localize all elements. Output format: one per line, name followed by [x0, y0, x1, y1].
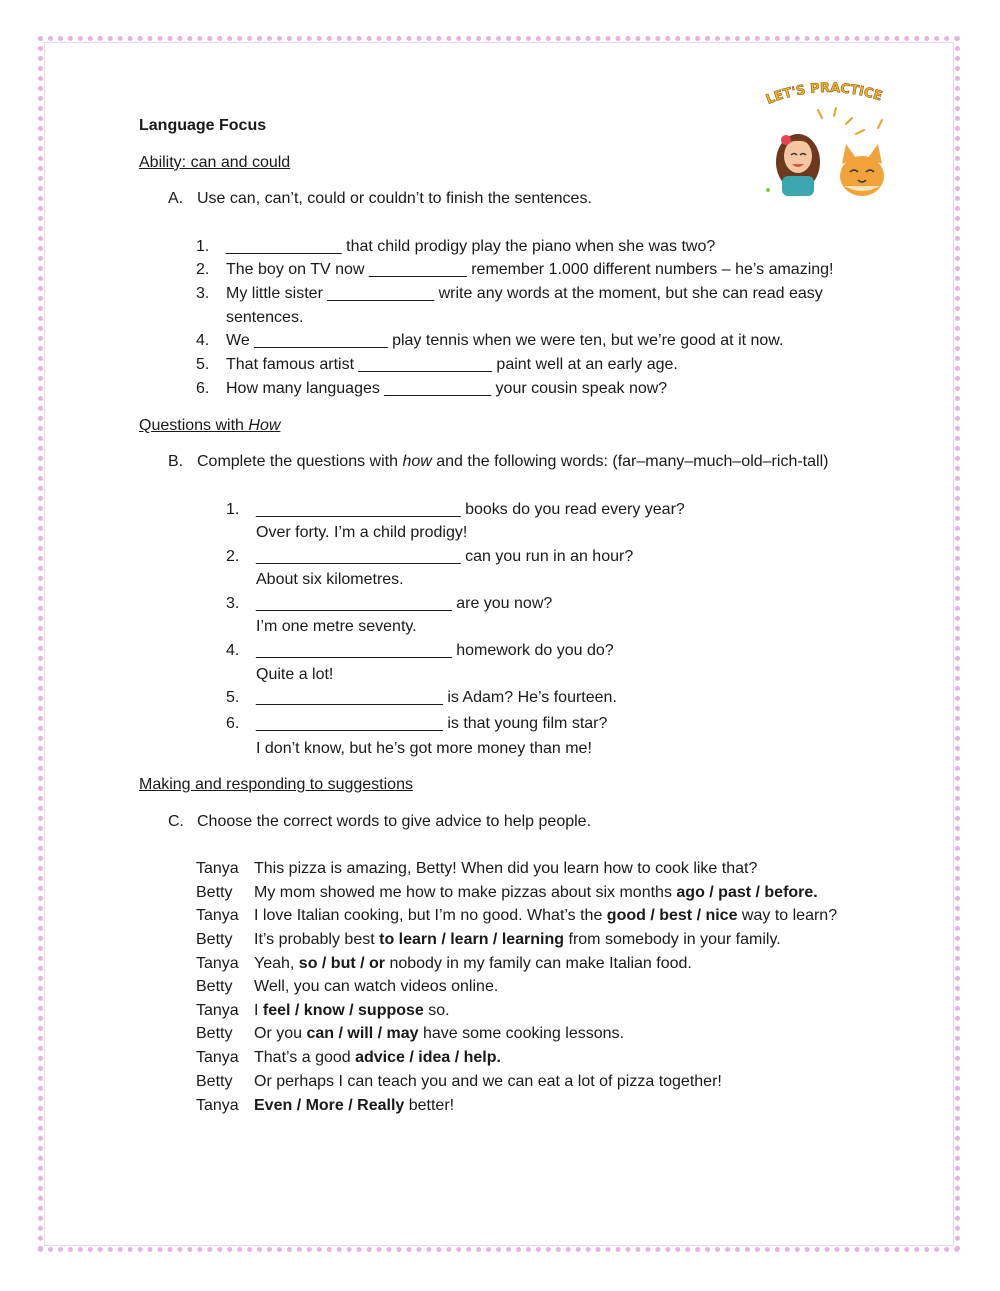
dialogue-text: I [254, 1002, 263, 1019]
b-item-num: 6. [226, 715, 240, 732]
b-item-answer: About six kilometres. [256, 571, 404, 588]
dialogue-text: It’s probably best [254, 931, 380, 948]
dialogue-speaker: Tanya [196, 1002, 239, 1019]
dialogue-speaker: Betty [196, 978, 233, 995]
a-item-num: 1. [196, 238, 210, 255]
instruction-part: Complete the questions with [197, 453, 403, 470]
a-item-num: 3. [196, 285, 210, 302]
dialogue-text: have some cooking lessons. [418, 1025, 624, 1042]
b-item-answer: I’m one metre seventy. [256, 618, 417, 635]
b-item-question: ______________________ homework do you do? [256, 642, 614, 659]
instruction-part: and the following words: (far–many–much–old–rich-tall) [431, 453, 829, 470]
section-c-title: Making and responding to suggestions [139, 776, 413, 793]
dialogue-text: I love Italian cooking, but I’m no good. What’s the [254, 907, 607, 924]
answer-options[interactable]: feel / know / suppose [262, 1002, 424, 1019]
dialogue-line [254, 1048, 501, 1068]
dialogue-text: This pizza is amazing, Betty! When did you learn how to cook like that? [254, 860, 758, 877]
dialogue-line [254, 906, 837, 926]
section-b-instruction [197, 452, 828, 472]
dialogue-text: nobody in my family can make Italian food. [385, 955, 692, 972]
answer-options[interactable]: advice / idea / help. [355, 1049, 501, 1066]
dialogue-line [254, 1001, 450, 1021]
a-item-text: My little sister ____________ write any words at the moment, but she can read easy [226, 285, 823, 302]
answer-options[interactable]: Even / More / Really [254, 1097, 405, 1114]
dialogue-speaker: Betty [196, 931, 233, 948]
instruction-em: how [402, 453, 432, 470]
lets-practice-logo [760, 78, 898, 198]
dialogue-text: Well, you can watch videos online. [254, 978, 499, 995]
dialogue-line [254, 1072, 722, 1092]
dialogue-line [254, 883, 818, 903]
b-item-num: 1. [226, 501, 240, 518]
a-item-text: How many languages ____________ your cousin speak now? [226, 380, 668, 397]
dialogue-speaker: Betty [196, 1025, 233, 1042]
section-a-letter: A. [168, 190, 184, 207]
a-item-text: We _______________ play tennis when we were ten, but we’re good at it now. [226, 332, 784, 349]
b-item-question: _____________________ is Adam? He’s fourteen. [256, 689, 617, 706]
dialogue-speaker: Tanya [196, 955, 239, 972]
bitmoji-teacher-with-cat-icon [760, 78, 898, 198]
section-b-title-em: How [248, 417, 281, 434]
dialogue-speaker: Betty [196, 1073, 233, 1090]
dialogue-text: better! [404, 1097, 455, 1114]
b-item-answer: I don’t know, but he’s got more money than me! [256, 740, 592, 757]
a-item-num: 2. [196, 261, 210, 278]
section-c-instruction: Choose the correct words to give advice to help people. [197, 813, 592, 830]
answer-options[interactable]: can / will / may [306, 1025, 419, 1042]
dialogue-speaker: Tanya [196, 1097, 239, 1114]
dialogue-speaker: Betty [196, 884, 233, 901]
page-title: Language Focus [139, 117, 267, 134]
b-item-question: _______________________ books do you read every year? [256, 501, 685, 518]
section-b-title-text: Questions with [139, 417, 249, 434]
dialogue-text: Or you [254, 1025, 307, 1042]
section-b-letter: B. [168, 453, 184, 470]
a-item-num: 6. [196, 380, 210, 397]
answer-options[interactable]: good / best / nice [606, 907, 738, 924]
a-item-text: That famous artist _______________ paint well at an early age. [226, 356, 678, 373]
answer-options[interactable]: so / but / or [298, 955, 386, 972]
b-item-num: 2. [226, 548, 240, 565]
b-item-answer: Quite a lot! [256, 666, 334, 683]
a-item-continuation: sentences. [226, 309, 304, 326]
b-item-question: _____________________ is that young film star? [256, 715, 608, 732]
dialogue-speaker: Tanya [196, 907, 239, 924]
dialogue-line [254, 1024, 624, 1044]
section-b-title [139, 416, 280, 436]
b-item-question: ______________________ are you now? [256, 595, 553, 612]
logo-banner-text: LET'S PRACTICE [764, 80, 884, 108]
dialogue-line [254, 954, 692, 974]
dialogue-speaker: Tanya [196, 1049, 239, 1066]
dialogue-speaker: Tanya [196, 860, 239, 877]
a-item-text: The boy on TV now ___________ remember 1.000 different numbers – he’s amazing! [226, 261, 834, 278]
a-item-num: 4. [196, 332, 210, 349]
dialogue-line [254, 859, 757, 879]
answer-options[interactable]: to learn / learn / learning [379, 931, 565, 948]
b-item-answer: Over forty. I’m a child prodigy! [256, 524, 468, 541]
section-a-title: Ability: can and could [139, 154, 291, 171]
section-a-instruction: Use can, can’t, could or couldn’t to finish the sentences. [197, 190, 592, 207]
dialogue-text: from somebody in your family. [564, 931, 781, 948]
section-c-letter: C. [168, 813, 184, 830]
dialogue-line [254, 1096, 454, 1116]
b-item-num: 5. [226, 689, 240, 706]
b-item-num: 3. [226, 595, 240, 612]
svg-text:LET'S PRACTICE [764, 81, 884, 108]
dialogue-line [254, 930, 781, 950]
dialogue-line [254, 977, 498, 997]
a-item-text: _____________ that child prodigy play the piano when she was two? [226, 238, 716, 255]
dialogue-text: My mom showed me how to make pizzas about six months [254, 884, 677, 901]
dialogue-text: Or perhaps I can teach you and we can eat a lot of pizza together! [254, 1073, 722, 1090]
answer-options[interactable]: ago / past / before. [676, 884, 818, 901]
dialogue-text: Yeah, [254, 955, 299, 972]
b-item-num: 4. [226, 642, 240, 659]
dialogue-text: so. [423, 1002, 450, 1019]
dialogue-text: way to learn? [737, 907, 838, 924]
dialogue-text: That’s a good [254, 1049, 356, 1066]
a-item-num: 5. [196, 356, 210, 373]
b-item-question: _______________________ can you run in an hour? [256, 548, 634, 565]
